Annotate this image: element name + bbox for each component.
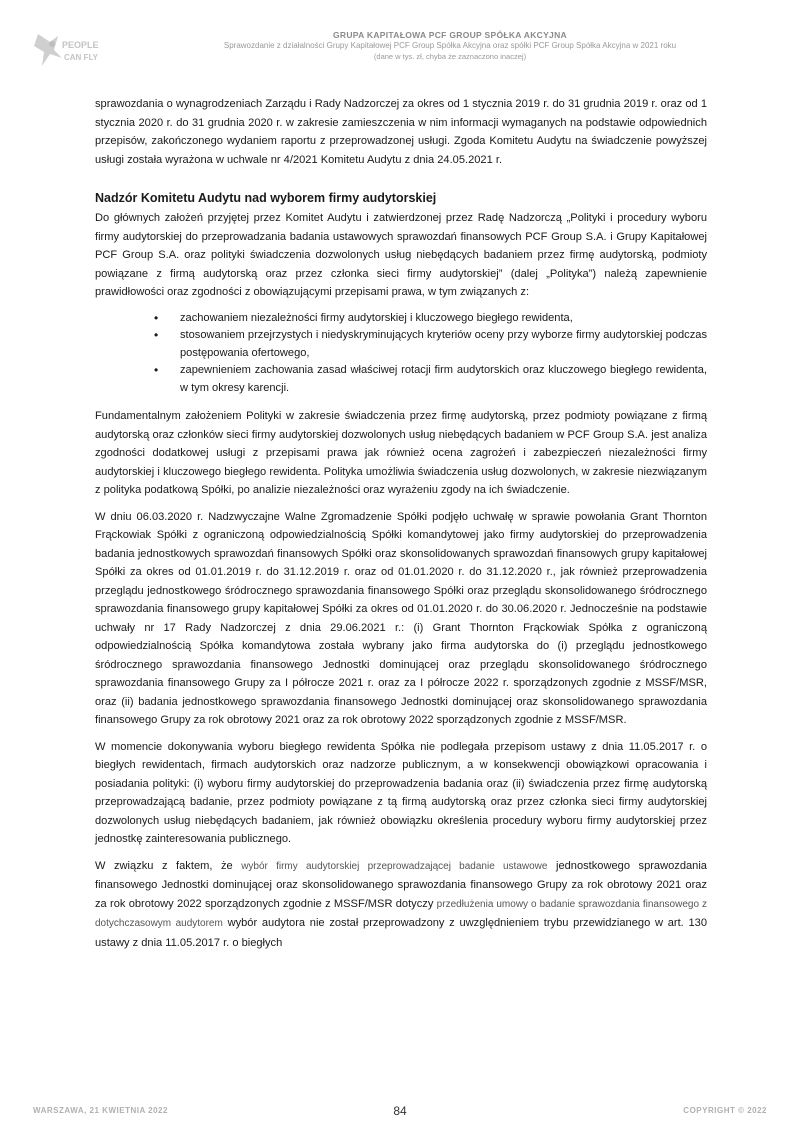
section-heading: Nadzór Komitetu Audytu nad wyborem firmy audytorskiej [95, 191, 437, 205]
paragraph-2: Do głównych założeń przyjętej przez Komitet Audytu i zatwierdzonej przez Radę Nadzorczą „Polityki i procedury wyboru firmy audytorskiej do przeprowadzania badania ustawowych sprawozdań finansowych PCF Group S.A. i Grupy Kapitałowej PCF Group S.A. oraz polityki świadczenia dozwolonych usług niebędących badaniem przez firmę audytorską, podmioty powiązane z firmą audytorską oraz przez członka sieci firmy audytorskiej” (dalej „Polityka”) należą zapewnienie prawidłowości oraz zgodności z obowiązującymi przepisami prawa, w tym związanych z: [95, 212, 707, 298]
header-subtitle: Sprawozdanie z działalności Grupy Kapitałowej PCF Group Spółka Akcyjna oraz spółki PCF Group Spółka Akcyjna w 2021 roku [223, 41, 677, 50]
bullet-item: • zapewnieniem zachowania zasad właściwej rotacji firm audytorskich oraz kluczowego biegłego rewidenta, w tym okresy karencji. [178, 362, 707, 397]
paragraph-6-part-d: przedłużenia umowy o badanie sprawozdania finansowego z dotychczasowym audytorem [95, 898, 708, 929]
paragraph-6-part-a: W związku z faktem, że [95, 859, 242, 872]
footer-location-date: WARSZAWA, 21 KWIETNIA 2022 [33, 1106, 168, 1115]
footer-copyright: COPYRIGHT © 2022 [683, 1106, 767, 1115]
paragraph-5: W momencie dokonywania wyboru biegłego rewidenta Spółka nie podlegała przepisom ustawy z dnia 11.05.2017 r. o biegłych rewidentach, firmach audytorskich oraz nadzorze publicznym, a w konsekwencji obowiązkowi opracowania i posiadania polityki: (i) wyboru firmy audytorskiej do przeprowadzenia badania oraz (ii) świadczenia przez firmę audytorską przeprowadzającą badanie, przez podmioty powiązane z tą firmą audytorską oraz przez członka sieci firmy audytorskiej dozwolonych usług niebędących badaniem, jak również obowiązku określenia procedury wyboru firmy audytorskiej przez jednostkę zainteresowania publicznego. [95, 740, 707, 845]
paragraph-3: Fundamentalnym założeniem Polityki w zakresie świadczenia przez firmę audytorską, przez podmioty powiązane z firmą audytorską oraz członków sieci firmy audytorskiej dozwolonych usług niebędących badaniem w PCF Group S.A. jest analiza zgodności dodatkowej usługi z przepisami prawa jak również ocena zagrożeń i zabezpieczeń niezależności firmy audytorskiej i kluczowego biegłego rewidenta. Polityka umożliwia świadczenia usług dozwolonych, w zakresie niezwiązanym z polityka podatkową Spółki, po analizie niezależności oraz wyrażeniu zgody na ich świadczenie. [95, 410, 707, 496]
paragraph-6-part-e: wybór audytora nie został przeprowadzony z uwzględnieniem trybu przewidzianego w art. 130 ustawy z dnia 11.05.2017 r. o biegłych [95, 917, 707, 949]
company-logo [28, 24, 99, 80]
page-footer [33, 1104, 767, 1120]
bullet-item: • zachowaniem niezależności firmy audytorskiej i kluczowego biegłego rewidenta, [178, 310, 707, 328]
bullet-list [95, 310, 707, 398]
header-units: (dane w tys. zł, chyba że zaznaczono inaczej) [373, 51, 527, 61]
logo-text-people: PEOPLE [62, 40, 99, 50]
page-header [100, 30, 800, 62]
people-can-fly-logo-icon [28, 24, 99, 80]
paragraph-6-part-b: wybór firmy audytorskiej przeprowadzającej badanie ustawowe [241, 860, 548, 872]
paragraph-6 [95, 857, 707, 953]
paragraph-1: sprawozdania o wynagrodzeniach Zarządu i Rady Nadzorczej za okres od 1 stycznia 2019 r. do 31 grudnia 2019 r. oraz od 1 stycznia 2020 r. do 31 grudnia 2020 r. w zakresie zamieszczenia w nim informacji wymaganych na podstawie odpowiednich przepisów, zakończonego wydaniem raportu z przeprowadzonej usługi. Zgoda Komitetu Audytu na świadczenie powyższej usługi została wyrażona w uchwale nr 4/2021 Komitetu Audytu z dnia 24.05.2021 r. [95, 98, 707, 166]
page-number: 84 [393, 1104, 407, 1118]
logo-text-fly: CAN FLY [64, 53, 98, 62]
paragraph-4: W dniu 06.03.2020 r. Nadzwyczajne Walne Zgromadzenie Spółki podjęło uchwałę w sprawie powołania Grant Thornton Frąckowiak Spółki z ograniczoną odpowiedzialnością Spółki komandytowej jako firmy audytorskiej do przeprowadzenia badania jednostkowych sprawozdań finansowych Spółki oraz skonsolidowanych sprawozdań finansowych grupy kapitałowej Spółki za okres od 01.01.2019 r. do 31.12.2019 r. oraz od 01.01.2020 r. do 31.12.2020 r., jak również przeprowadzenia przeglądu jednostkowego śródrocznego sprawozdania finansowego Spółki oraz przeglądu skonsolidowanego śródrocznego sprawozdania finansowego grupy kapitałowej Spółki za okres od 01.01.2020 r. do 30.06.2020 r. Jednocześnie na podstawie uchwały nr 17 Rady Nadzorczej z dnia 29.06.2021 r.: (i) Grant Thornton Frąckowiak Spółka z ograniczoną odpowiedzialnością Spółka komandytowa została wybrany jako firma audytorska do (i) przeglądu jednostkowego śródrocznego sprawozdania finansowego Jednostki dominującej oraz przeglądu skonsolidowanego śródrocznego sprawozdania finansowego Grupy za I półrocze 2021 r. oraz za I półrocze 2022 r. sporządzonych zgodnie z MSSF/MSR, oraz (ii) badania jednostkowego sprawozdania finansowego Jednostki dominującej oraz skonsolidowanego sprawozdania finansowego Grupy za rok obrotowy 2021 oraz za rok obrotowy 2022 sporządzonych zgodnie z MSSF/MSR. [95, 510, 707, 726]
header-company: GRUPA KAPITAŁOWA PCF GROUP SPÓŁKA AKCYJNA [333, 30, 567, 40]
bullet-item: • stosowaniem przejrzystych i niedyskryminujących kryteriów oceny przy wyborze firmy audytorskiej podczas postępowania ofertowego, [178, 327, 707, 362]
document-body [95, 95, 707, 960]
paragraph-6-part-c: jednostkowego sprawozdania finansowego Jednostki dominującej oraz skonsolidowanego sprawozdania finansowego Grupy za rok obrotowy 2021 oraz za rok obrotowy 2022 sporządzonych zgodnie z MSSF/MSR dotyczy [95, 859, 707, 910]
